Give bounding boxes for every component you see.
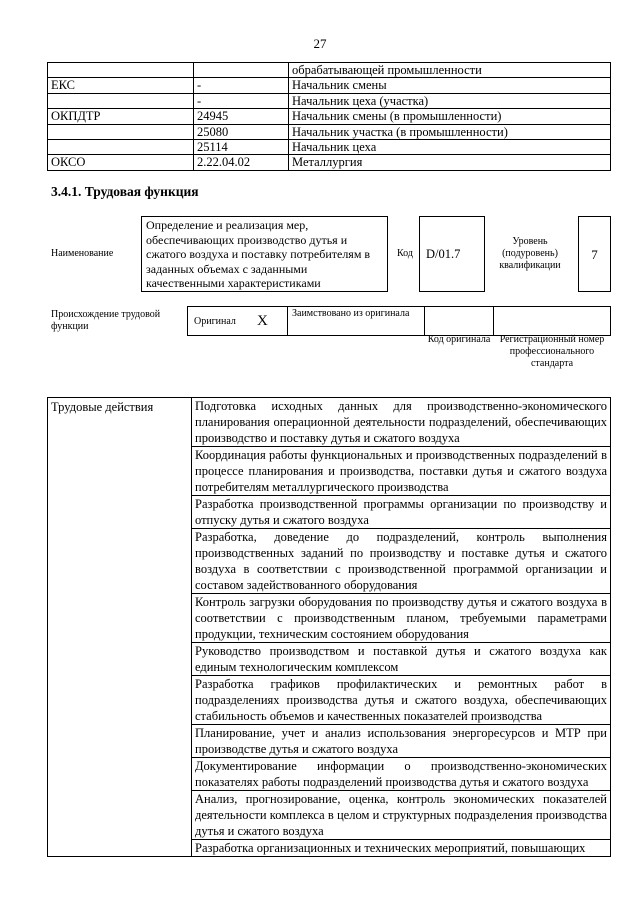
code-cell [194, 63, 289, 78]
labor-actions-table [47, 397, 611, 857]
code-label: Код [397, 248, 413, 259]
level-value-box [578, 216, 611, 292]
labor-actions-label: Трудовые действия [48, 398, 192, 857]
code-cell: 25114 [194, 140, 289, 155]
codes-table-row [48, 140, 611, 155]
codes-table-row [48, 78, 611, 93]
function-name-value: Определение и реализация мер, обеспечивающих производство дутья и сжатого воздуха и поставку потребителям в заданных объемах с заданными качественными характеристиками [146, 218, 371, 291]
labor-action-item: Разработка производственной программы организации по производству и отпуску дутья и сжатого воздуха [192, 496, 611, 529]
labor-action-item: Анализ, прогнозирование, оценка, контроль экономических показателей деятельности комплекса в целом и структурных подразделения производства дутья и сжатого воздуха [192, 791, 611, 840]
code-type-cell: ЕКС [48, 78, 194, 93]
name-label: Наименование [51, 248, 114, 259]
function-name-box [141, 216, 388, 292]
code-type-cell [48, 140, 194, 155]
code-name-cell: Начальник участка (в промышленности) [289, 124, 611, 139]
codes-table-row [48, 155, 611, 170]
origin-label: Происхождение трудовой функции [51, 309, 161, 332]
level-value: 7 [591, 247, 598, 262]
reg-number-box [493, 306, 611, 336]
borrowed-label: Заимствовано из оригинала [292, 308, 410, 319]
borrowed-box [287, 306, 425, 336]
level-label: Уровень (подуровень) квалификации [499, 236, 561, 271]
labor-action-item: Разработка организационных и технических мероприятий, повышающих [192, 840, 611, 857]
labor-action-item: Руководство производством и поставкой дутья и сжатого воздуха как единым технологическим комплексом [192, 643, 611, 676]
reg-number-caption: Регистрационный номер профессионального стандарта [499, 334, 605, 369]
labor-action-item: Подготовка исходных данных для производственно-экономического планирования операционной деятельности подразделений, обеспечивающих производство и поставку дутья и сжатого воздуха [192, 398, 611, 447]
section-heading: 3.4.1. Трудовая функция [51, 184, 199, 199]
page-number: 27 [313, 36, 327, 51]
labor-action-item: Планирование, учет и анализ использования энергоресурсов и МТР при производстве дутья и сжатого воздуха [192, 725, 611, 758]
code-original-caption: Код оригинала [427, 334, 491, 345]
code-cell: - [194, 93, 289, 108]
codes-table [47, 62, 611, 171]
labor-action-item: Документирование информации о производственно-экономических показателях работы подразделений производства дутья и сжатого воздуха [192, 758, 611, 791]
code-type-cell [48, 63, 194, 78]
code-type-cell: ОКПДТР [48, 109, 194, 124]
original-label: Оригинал [194, 316, 236, 327]
code-original-box [424, 306, 494, 336]
code-value-box [419, 216, 485, 292]
code-cell: - [194, 78, 289, 93]
code-cell: 24945 [194, 109, 289, 124]
code-cell: 2.22.04.02 [194, 155, 289, 170]
code-type-cell: ОКСО [48, 155, 194, 170]
code-name-cell: Начальник смены [289, 78, 611, 93]
code-name-cell: обрабатывающей промышленности [289, 63, 611, 78]
codes-table-row [48, 124, 611, 139]
codes-table-row [48, 63, 611, 78]
code-type-cell [48, 93, 194, 108]
labor-action-item: Разработка графиков профилактических и ремонтных работ в подразделениях производства дутья и сжатого воздуха, обеспечивающих стабильность объемов и качественных показателей производства [192, 676, 611, 725]
labor-action-item: Контроль загрузки оборудования по производству дутья и сжатого воздуха в соответствии с производственным планом, требуемыми параметрами продукции, техническим состоянием оборудования [192, 594, 611, 643]
code-cell: 25080 [194, 124, 289, 139]
original-box [187, 306, 288, 336]
code-name-cell: Металлургия [289, 155, 611, 170]
original-mark: X [257, 313, 268, 329]
labor-action-row [48, 398, 611, 447]
codes-table-row [48, 109, 611, 124]
code-name-cell: Начальник цеха (участка) [289, 93, 611, 108]
code-name-cell: Начальник цеха [289, 140, 611, 155]
code-type-cell [48, 124, 194, 139]
codes-table-row [48, 93, 611, 108]
code-value: D/01.7 [426, 247, 461, 261]
labor-action-item: Разработка, доведение до подразделений, контроль выполнения производственных заданий по производству и поставке дутья и сжатого воздуха в соответствии с производственной программой организации и составом задействованного оборудования [192, 529, 611, 594]
labor-action-item: Координация работы функциональных и производственных подразделений в процессе планирования и производства, поставки дутья и сжатого воздуха потребителям металлургического производства [192, 447, 611, 496]
code-name-cell: Начальник смены (в промышленности) [289, 109, 611, 124]
